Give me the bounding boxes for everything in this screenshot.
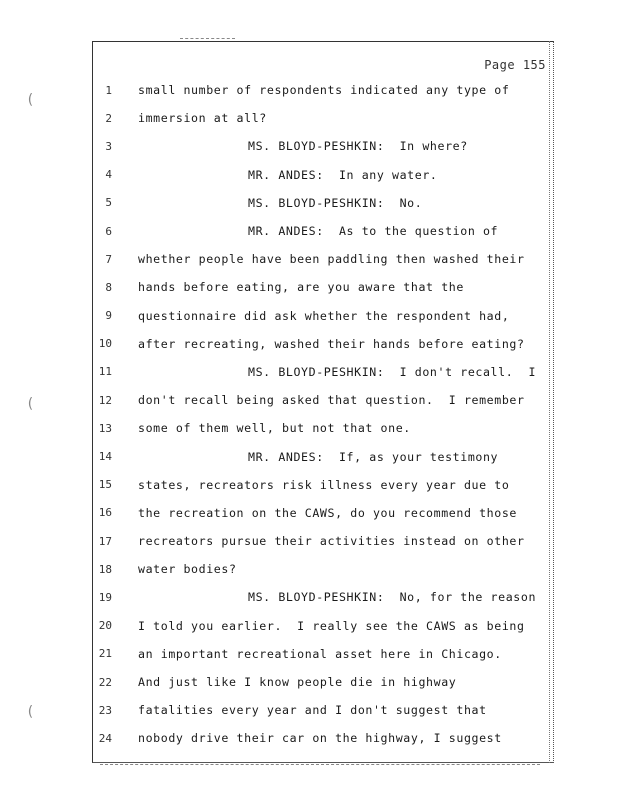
- line-text: whether people have been paddling then washed their: [138, 252, 525, 267]
- transcript-line: [96, 696, 546, 724]
- line-text: the recreation on the CAWS, do you recommend those: [138, 505, 518, 520]
- transcript-line: [96, 161, 546, 189]
- line-number: 21: [98, 647, 112, 661]
- line-text: MR. ANDES: In any water.: [248, 167, 438, 182]
- line-text: I told you earlier. I really see the CAWS as being: [138, 618, 525, 633]
- bottom-scan-artifact: [100, 764, 540, 768]
- transcript-line: [96, 358, 546, 386]
- transcript-line: [96, 527, 546, 555]
- transcript-line: [96, 612, 546, 640]
- transcript-line: [96, 189, 546, 217]
- line-number: 17: [98, 534, 112, 548]
- line-number: 14: [98, 450, 112, 464]
- line-text: an important recreational asset here in Chicago.: [138, 646, 502, 661]
- transcript-line: [96, 132, 546, 160]
- transcript-line: [96, 386, 546, 414]
- line-text: And just like I know people die in highway: [138, 675, 457, 690]
- line-number: 11: [98, 365, 112, 379]
- transcript-line: [96, 724, 546, 752]
- line-text: questionnaire did ask whether the respondent had,: [138, 308, 510, 323]
- line-text: after recreating, washed their hands before eating?: [138, 336, 525, 351]
- line-text: immersion at all?: [138, 111, 267, 126]
- transcript-line: [96, 442, 546, 470]
- line-number: 10: [98, 337, 112, 351]
- line-text: MS. BLOYD-PESHKIN: No, for the reason: [248, 590, 537, 605]
- transcript-line: [96, 217, 546, 245]
- line-number: 20: [98, 619, 112, 633]
- top-scan-artifact: [180, 38, 235, 41]
- line-text: small number of respondents indicated any type of: [138, 83, 510, 98]
- line-text: recreators pursue their activities instead on other: [138, 534, 525, 549]
- transcript-line: [96, 245, 546, 273]
- transcript-line: [96, 302, 546, 330]
- transcript-line: [96, 273, 546, 301]
- transcript-line: [96, 555, 546, 583]
- line-text: MR. ANDES: If, as your testimony: [248, 449, 499, 464]
- line-text: don't recall being asked that question. I remember: [138, 393, 525, 408]
- left-margin-bracket-mark: (: [26, 92, 35, 108]
- transcript-line: [96, 330, 546, 358]
- line-number: 8: [105, 280, 112, 294]
- line-number: 5: [105, 196, 112, 210]
- line-number: 16: [98, 506, 112, 520]
- line-number: 4: [105, 168, 112, 182]
- line-number: 23: [98, 703, 112, 717]
- line-number: 6: [105, 224, 112, 238]
- line-number: 24: [98, 731, 112, 745]
- line-text: MS. BLOYD-PESHKIN: I don't recall. I: [248, 364, 537, 379]
- left-margin-bracket-mark: (: [26, 704, 35, 720]
- line-text: MS. BLOYD-PESHKIN: In where?: [248, 139, 468, 154]
- transcript-line: [96, 414, 546, 442]
- line-text: fatalities every year and I don't suggest that: [138, 703, 487, 718]
- line-text: nobody drive their car on the highway, I suggest: [138, 731, 502, 746]
- line-number: 15: [98, 478, 112, 492]
- transcript-line: [96, 104, 546, 132]
- right-margin-rule: [549, 41, 550, 763]
- left-margin-bracket-mark: (: [26, 396, 35, 412]
- line-text: states, recreators risk illness every year due to: [138, 477, 510, 492]
- line-number: 13: [98, 421, 112, 435]
- transcript-line: [96, 471, 546, 499]
- line-number: 19: [98, 590, 112, 604]
- line-number: 2: [105, 111, 112, 125]
- line-text: some of them well, but not that one.: [138, 421, 411, 436]
- line-number: 22: [98, 675, 112, 689]
- line-number: 12: [98, 393, 112, 407]
- line-number: 3: [105, 139, 112, 153]
- transcript-line: [96, 76, 546, 104]
- line-number: 1: [105, 83, 112, 97]
- transcript-body: [96, 76, 546, 753]
- line-number: 18: [98, 562, 112, 576]
- transcript-line: [96, 499, 546, 527]
- line-text: hands before eating, are you aware that the: [138, 280, 464, 295]
- line-number: 7: [105, 252, 112, 266]
- transcript-line: [96, 668, 546, 696]
- transcript-line: [96, 640, 546, 668]
- line-text: water bodies?: [138, 562, 237, 577]
- line-number: 9: [105, 309, 112, 323]
- transcript-line: [96, 583, 546, 611]
- line-text: MR. ANDES: As to the question of: [248, 224, 499, 239]
- page-number: Page 155: [484, 58, 546, 72]
- line-text: MS. BLOYD-PESHKIN: No.: [248, 195, 423, 210]
